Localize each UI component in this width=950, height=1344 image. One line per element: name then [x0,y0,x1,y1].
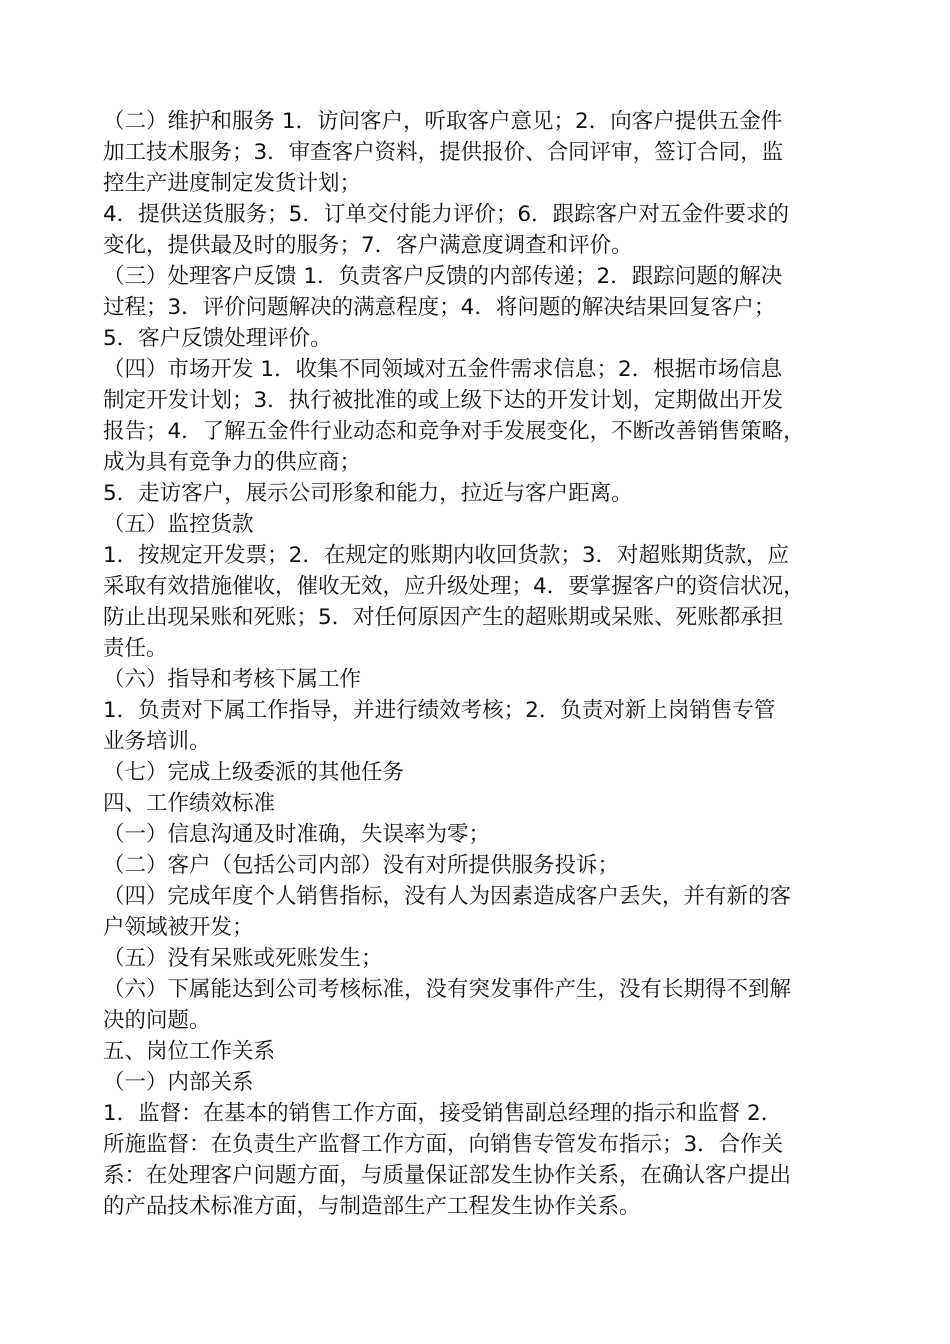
text-line: 5．客户反馈处理评价。 [103,326,332,351]
text-line: 责任。 [103,636,168,661]
text-line: （一）内部关系 [103,1070,254,1095]
text-line: （六）下属能达到公司考核标准，没有突发事件产生，没有长期得不到解 [103,977,792,1002]
text-line: 1．监督：在基本的销售工作方面，接受销售副总经理的指示和监督 2． [103,1101,783,1126]
text-line: 4．提供送货服务；5．订单交付能力评价；6．跟踪客户对五金件要求的 [103,202,790,227]
text-line: 1．负责对下属工作指导，并进行绩效考核；2．负责对新上岗销售专管 [103,698,776,723]
text-line: （一）信息沟通及时准确，失误率为零； [103,822,491,847]
text-line: 业务培训。 [103,729,211,754]
text-line: 四、工作绩效标准 [103,791,276,816]
text-line: 户领域被开发； [103,915,254,940]
text-line: 5．走访客户，展示公司形象和能力，拉近与客户距离。 [103,481,633,506]
text-line: （二）维护和服务 1．访问客户，听取客户意见；2．向客户提供五金件 [103,109,783,134]
text-line: 过程；3．评价问题解决的满意程度；4．将问题的解决结果回复客户； [103,295,776,320]
text-line: 变化，提供最及时的服务；7．客户满意度调查和评价。 [103,233,633,258]
text-line: 决的问题。 [103,1008,211,1033]
text-line: 所施监督：在负责生产监督工作方面，向销售专管发布指示；3．合作关 [103,1132,784,1157]
text-line: 防止出现呆账和死账；5．对任何原因产生的超账期或呆账、死账都承担 [103,605,784,630]
text-line: 成为具有竞争力的供应商； [103,450,362,475]
text-line: 报告；4．了解五金件行业动态和竞争对手发展变化，不断改善销售策略， [103,419,805,444]
text-line: （五）没有呆账或死账发生； [103,946,383,971]
text-line: 系：在处理客户问题方面，与质量保证部发生协作关系，在确认客户提出 [103,1163,792,1188]
text-line: （四）市场开发 1．收集不同领域对五金件需求信息；2．根据市场信息 [103,357,783,382]
text-line: （四）完成年度个人销售指标，没有人为因素造成客户丢失，并有新的客 [103,884,792,909]
text-line: （二）客户（包括公司内部）没有对所提供服务投诉； [103,853,620,878]
text-line: （三）处理客户反馈 1．负责客户反馈的内部传递；2．跟踪问题的解决 [103,264,783,289]
text-line: 控生产进度制定发货计划； [103,171,362,196]
text-line: （六）指导和考核下属工作 [103,667,362,692]
text-line: 制定开发计划；3．执行被批准的或上级下达的开发计划，定期做出开发 [103,388,784,413]
text-line: 的产品技术标准方面，与制造部生产工程发生协作关系。 [103,1194,641,1219]
text-line: 采取有效措施催收，催收无效，应升级处理；4．要掌握客户的资信状况， [103,574,805,599]
text-line: 1．按规定开发票；2．在规定的账期内收回货款；3．对超账期货款，应 [103,543,790,568]
text-line: 五、岗位工作关系 [103,1039,276,1064]
text-line: 加工技术服务；3．审查客户资料，提供报价、合同评审，签订合同，监 [103,140,784,165]
text-line: （七）完成上级委派的其他任务 [103,760,405,785]
text-line: （五）监控货款 [103,512,254,537]
